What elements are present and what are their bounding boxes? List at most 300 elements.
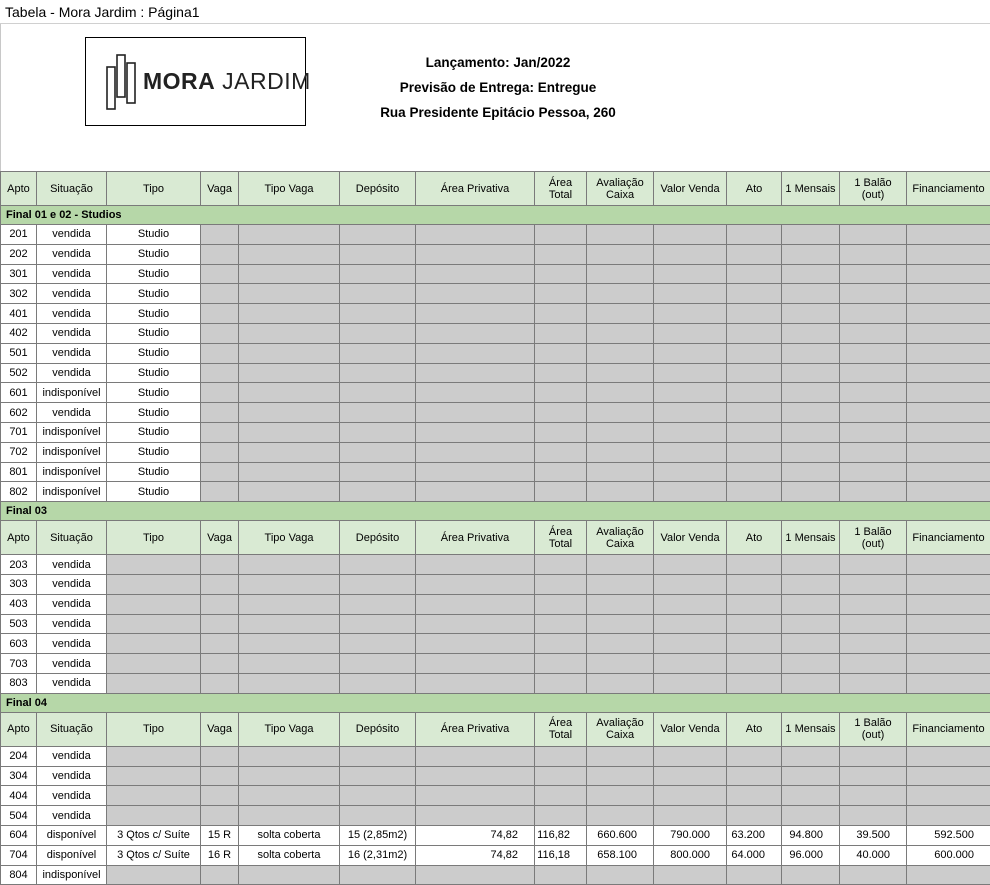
table-row[interactable] — [1, 244, 990, 264]
cell-area-privativa[interactable] — [416, 654, 535, 674]
cell-tipo-vaga[interactable] — [239, 264, 340, 284]
cell-vaga[interactable] — [201, 244, 239, 264]
cell-valor-venda[interactable] — [654, 574, 727, 594]
cell-area-privativa[interactable] — [416, 555, 535, 575]
cell-vaga[interactable] — [201, 673, 239, 693]
cell-valor-venda[interactable]: 790.000 — [654, 825, 727, 845]
cell-situacao[interactable]: vendida — [37, 574, 107, 594]
cell-area-privativa[interactable] — [416, 284, 535, 304]
cell-financiamento[interactable] — [907, 746, 990, 766]
cell-situacao[interactable]: vendida — [37, 555, 107, 575]
cell-apto[interactable]: 802 — [1, 482, 37, 502]
cell-area-total[interactable] — [535, 746, 587, 766]
cell-valor-venda[interactable] — [654, 482, 727, 502]
cell-valor-venda[interactable] — [654, 304, 727, 324]
cell-area-privativa[interactable] — [416, 766, 535, 786]
cell-area-privativa[interactable] — [416, 442, 535, 462]
cell-apto[interactable]: 404 — [1, 786, 37, 806]
cell-avaliacao-caixa[interactable] — [587, 284, 654, 304]
cell-financiamento[interactable] — [907, 786, 990, 806]
cell-area-total[interactable] — [535, 614, 587, 634]
cell-financiamento[interactable] — [907, 442, 990, 462]
cell-mensais[interactable] — [782, 225, 840, 245]
cell-vaga[interactable] — [201, 383, 239, 403]
cell-vaga[interactable] — [201, 422, 239, 442]
cell-ato[interactable] — [727, 422, 782, 442]
cell-mensais[interactable] — [782, 343, 840, 363]
table-row[interactable] — [1, 462, 990, 482]
cell-area-privativa[interactable] — [416, 673, 535, 693]
cell-valor-venda[interactable] — [654, 403, 727, 423]
cell-valor-venda[interactable]: 800.000 — [654, 845, 727, 865]
cell-apto[interactable]: 201 — [1, 225, 37, 245]
cell-tipo[interactable]: Studio — [107, 225, 201, 245]
cell-deposito[interactable] — [340, 363, 416, 383]
table-row[interactable] — [1, 766, 990, 786]
cell-area-total[interactable]: 116,82 — [535, 825, 587, 845]
cell-area-total[interactable] — [535, 482, 587, 502]
cell-tipo-vaga[interactable] — [239, 673, 340, 693]
cell-apto[interactable]: 202 — [1, 244, 37, 264]
cell-valor-venda[interactable] — [654, 766, 727, 786]
table-row[interactable] — [1, 673, 990, 693]
cell-ato[interactable]: 63.200 — [727, 825, 782, 845]
cell-financiamento[interactable] — [907, 225, 990, 245]
cell-tipo-vaga[interactable] — [239, 323, 340, 343]
cell-balao[interactable] — [840, 323, 907, 343]
cell-avaliacao-caixa[interactable]: 658.100 — [587, 845, 654, 865]
cell-tipo-vaga[interactable] — [239, 244, 340, 264]
cell-area-total[interactable] — [535, 422, 587, 442]
cell-avaliacao-caixa[interactable] — [587, 806, 654, 826]
cell-balao[interactable] — [840, 442, 907, 462]
table-row[interactable] — [1, 323, 990, 343]
cell-mensais[interactable] — [782, 244, 840, 264]
cell-vaga[interactable] — [201, 343, 239, 363]
cell-area-privativa[interactable] — [416, 786, 535, 806]
cell-ato[interactable] — [727, 442, 782, 462]
cell-tipo[interactable] — [107, 614, 201, 634]
cell-avaliacao-caixa[interactable] — [587, 343, 654, 363]
table-row[interactable] — [1, 284, 990, 304]
cell-tipo-vaga[interactable] — [239, 766, 340, 786]
cell-deposito[interactable] — [340, 555, 416, 575]
cell-financiamento[interactable] — [907, 766, 990, 786]
cell-mensais[interactable] — [782, 673, 840, 693]
cell-situacao[interactable]: indisponível — [37, 442, 107, 462]
cell-ato[interactable] — [727, 323, 782, 343]
table-row[interactable] — [1, 594, 990, 614]
cell-apto[interactable]: 603 — [1, 634, 37, 654]
cell-area-total[interactable] — [535, 594, 587, 614]
cell-situacao[interactable]: vendida — [37, 403, 107, 423]
cell-area-total[interactable] — [535, 634, 587, 654]
cell-situacao[interactable]: vendida — [37, 363, 107, 383]
cell-avaliacao-caixa[interactable] — [587, 462, 654, 482]
cell-tipo-vaga[interactable] — [239, 806, 340, 826]
cell-avaliacao-caixa[interactable] — [587, 766, 654, 786]
cell-situacao[interactable]: vendida — [37, 746, 107, 766]
cell-area-privativa[interactable]: 74,82 — [416, 845, 535, 865]
cell-balao[interactable] — [840, 766, 907, 786]
cell-vaga[interactable] — [201, 323, 239, 343]
cell-tipo-vaga[interactable] — [239, 225, 340, 245]
cell-valor-venda[interactable] — [654, 363, 727, 383]
cell-balao[interactable] — [840, 363, 907, 383]
cell-ato[interactable] — [727, 304, 782, 324]
cell-apto[interactable]: 403 — [1, 594, 37, 614]
cell-tipo[interactable]: Studio — [107, 422, 201, 442]
cell-deposito[interactable] — [340, 594, 416, 614]
cell-vaga[interactable] — [201, 462, 239, 482]
cell-financiamento[interactable] — [907, 614, 990, 634]
cell-vaga[interactable] — [201, 284, 239, 304]
cell-valor-venda[interactable] — [654, 244, 727, 264]
cell-apto[interactable]: 503 — [1, 614, 37, 634]
table-row[interactable] — [1, 403, 990, 423]
cell-mensais[interactable] — [782, 403, 840, 423]
cell-vaga[interactable] — [201, 482, 239, 502]
table-row[interactable] — [1, 383, 990, 403]
cell-apto[interactable]: 801 — [1, 462, 37, 482]
cell-avaliacao-caixa[interactable] — [587, 786, 654, 806]
cell-situacao[interactable]: vendida — [37, 304, 107, 324]
cell-balao[interactable] — [840, 634, 907, 654]
cell-area-total[interactable] — [535, 304, 587, 324]
cell-balao[interactable] — [840, 673, 907, 693]
cell-vaga[interactable] — [201, 555, 239, 575]
cell-vaga[interactable] — [201, 806, 239, 826]
cell-ato[interactable] — [727, 482, 782, 502]
cell-area-total[interactable] — [535, 225, 587, 245]
cell-situacao[interactable]: vendida — [37, 244, 107, 264]
cell-tipo-vaga[interactable] — [239, 574, 340, 594]
cell-ato[interactable] — [727, 806, 782, 826]
cell-avaliacao-caixa[interactable] — [587, 482, 654, 502]
cell-avaliacao-caixa[interactable] — [587, 363, 654, 383]
cell-deposito[interactable]: 15 (2,85m2) — [340, 825, 416, 845]
cell-avaliacao-caixa[interactable] — [587, 244, 654, 264]
cell-valor-venda[interactable] — [654, 383, 727, 403]
cell-valor-venda[interactable] — [654, 654, 727, 674]
cell-tipo[interactable] — [107, 594, 201, 614]
cell-financiamento[interactable] — [907, 806, 990, 826]
cell-area-privativa[interactable] — [416, 462, 535, 482]
cell-mensais[interactable] — [782, 284, 840, 304]
cell-avaliacao-caixa[interactable] — [587, 442, 654, 462]
cell-avaliacao-caixa[interactable] — [587, 383, 654, 403]
cell-mensais[interactable] — [782, 786, 840, 806]
cell-vaga[interactable] — [201, 614, 239, 634]
cell-area-total[interactable] — [535, 574, 587, 594]
cell-tipo[interactable]: Studio — [107, 343, 201, 363]
cell-ato[interactable] — [727, 654, 782, 674]
cell-situacao[interactable]: indisponível — [37, 422, 107, 442]
cell-financiamento[interactable] — [907, 422, 990, 442]
cell-vaga[interactable]: 15 R — [201, 825, 239, 845]
cell-area-privativa[interactable] — [416, 594, 535, 614]
cell-financiamento[interactable] — [907, 673, 990, 693]
cell-area-total[interactable] — [535, 363, 587, 383]
cell-situacao[interactable]: indisponível — [37, 462, 107, 482]
cell-area-total[interactable] — [535, 383, 587, 403]
cell-financiamento[interactable] — [907, 343, 990, 363]
cell-area-privativa[interactable] — [416, 634, 535, 654]
cell-financiamento[interactable] — [907, 244, 990, 264]
cell-situacao[interactable]: vendida — [37, 264, 107, 284]
cell-valor-venda[interactable] — [654, 555, 727, 575]
cell-mensais[interactable] — [782, 574, 840, 594]
cell-area-total[interactable] — [535, 343, 587, 363]
table-row[interactable] — [1, 614, 990, 634]
cell-vaga[interactable] — [201, 786, 239, 806]
cell-situacao[interactable]: vendida — [37, 673, 107, 693]
cell-situacao[interactable]: vendida — [37, 806, 107, 826]
cell-deposito[interactable] — [340, 323, 416, 343]
cell-vaga[interactable] — [201, 766, 239, 786]
cell-situacao[interactable]: indisponível — [37, 383, 107, 403]
cell-situacao[interactable]: vendida — [37, 323, 107, 343]
cell-ato[interactable] — [727, 363, 782, 383]
cell-mensais[interactable] — [782, 766, 840, 786]
cell-avaliacao-caixa[interactable]: 660.600 — [587, 825, 654, 845]
cell-mensais[interactable] — [782, 482, 840, 502]
table-row[interactable] — [1, 343, 990, 363]
cell-deposito[interactable] — [340, 422, 416, 442]
cell-apto[interactable]: 302 — [1, 284, 37, 304]
cell-tipo-vaga[interactable] — [239, 383, 340, 403]
cell-tipo-vaga[interactable] — [239, 422, 340, 442]
cell-apto[interactable]: 401 — [1, 304, 37, 324]
table-row[interactable] — [1, 786, 990, 806]
cell-deposito[interactable]: 16 (2,31m2) — [340, 845, 416, 865]
cell-ato[interactable]: 64.000 — [727, 845, 782, 865]
cell-financiamento[interactable] — [907, 654, 990, 674]
cell-area-privativa[interactable] — [416, 806, 535, 826]
cell-balao[interactable] — [840, 343, 907, 363]
cell-tipo[interactable]: Studio — [107, 244, 201, 264]
cell-area-privativa[interactable] — [416, 574, 535, 594]
cell-valor-venda[interactable] — [654, 343, 727, 363]
cell-valor-venda[interactable] — [654, 746, 727, 766]
cell-area-total[interactable] — [535, 403, 587, 423]
cell-tipo-vaga[interactable] — [239, 746, 340, 766]
cell-balao[interactable] — [840, 264, 907, 284]
cell-ato[interactable] — [727, 574, 782, 594]
cell-tipo[interactable] — [107, 634, 201, 654]
cell-financiamento[interactable] — [907, 304, 990, 324]
cell-vaga[interactable] — [201, 594, 239, 614]
cell-situacao[interactable]: vendida — [37, 594, 107, 614]
cell-deposito[interactable] — [340, 746, 416, 766]
cell-situacao[interactable]: vendida — [37, 614, 107, 634]
cell-tipo[interactable]: Studio — [107, 284, 201, 304]
cell-ato[interactable] — [727, 264, 782, 284]
cell-financiamento[interactable] — [907, 574, 990, 594]
cell-apto[interactable]: 804 — [1, 865, 37, 885]
cell-valor-venda[interactable] — [654, 264, 727, 284]
cell-mensais[interactable] — [782, 462, 840, 482]
cell-area-privativa[interactable] — [416, 304, 535, 324]
cell-apto[interactable]: 304 — [1, 766, 37, 786]
cell-tipo-vaga[interactable] — [239, 304, 340, 324]
cell-vaga[interactable] — [201, 574, 239, 594]
cell-apto[interactable]: 402 — [1, 323, 37, 343]
table-row[interactable] — [1, 634, 990, 654]
cell-financiamento[interactable] — [907, 482, 990, 502]
cell-mensais[interactable] — [782, 383, 840, 403]
cell-ato[interactable] — [727, 383, 782, 403]
cell-deposito[interactable] — [340, 225, 416, 245]
cell-apto[interactable]: 601 — [1, 383, 37, 403]
cell-ato[interactable] — [727, 634, 782, 654]
cell-deposito[interactable] — [340, 244, 416, 264]
table-row[interactable] — [1, 654, 990, 674]
cell-mensais[interactable] — [782, 442, 840, 462]
table-row[interactable] — [1, 304, 990, 324]
cell-financiamento[interactable] — [907, 555, 990, 575]
cell-ato[interactable] — [727, 746, 782, 766]
cell-vaga[interactable] — [201, 304, 239, 324]
cell-financiamento[interactable] — [907, 462, 990, 482]
cell-valor-venda[interactable] — [654, 284, 727, 304]
cell-vaga[interactable] — [201, 264, 239, 284]
cell-balao[interactable] — [840, 284, 907, 304]
cell-ato[interactable] — [727, 343, 782, 363]
cell-situacao[interactable]: vendida — [37, 284, 107, 304]
cell-deposito[interactable] — [340, 383, 416, 403]
cell-mensais[interactable] — [782, 654, 840, 674]
table-row[interactable] — [1, 482, 990, 502]
cell-tipo[interactable]: Studio — [107, 442, 201, 462]
cell-tipo[interactable] — [107, 555, 201, 575]
cell-mensais[interactable] — [782, 304, 840, 324]
cell-deposito[interactable] — [340, 442, 416, 462]
cell-tipo[interactable] — [107, 806, 201, 826]
table-row[interactable] — [1, 422, 990, 442]
cell-tipo-vaga[interactable] — [239, 594, 340, 614]
cell-vaga[interactable] — [201, 363, 239, 383]
cell-area-privativa[interactable] — [416, 244, 535, 264]
cell-situacao[interactable]: vendida — [37, 634, 107, 654]
cell-balao[interactable]: 40.000 — [840, 845, 907, 865]
cell-apto[interactable]: 704 — [1, 845, 37, 865]
cell-tipo-vaga[interactable] — [239, 403, 340, 423]
cell-tipo[interactable]: Studio — [107, 363, 201, 383]
cell-mensais[interactable] — [782, 634, 840, 654]
cell-mensais[interactable] — [782, 555, 840, 575]
cell-balao[interactable] — [840, 422, 907, 442]
cell-avaliacao-caixa[interactable] — [587, 574, 654, 594]
cell-deposito[interactable] — [340, 673, 416, 693]
cell-tipo-vaga[interactable] — [239, 284, 340, 304]
cell-balao[interactable] — [840, 574, 907, 594]
cell-ato[interactable] — [727, 462, 782, 482]
cell-area-privativa[interactable] — [416, 422, 535, 442]
cell-deposito[interactable] — [340, 634, 416, 654]
cell-avaliacao-caixa[interactable] — [587, 555, 654, 575]
cell-valor-venda[interactable] — [654, 614, 727, 634]
cell-valor-venda[interactable] — [654, 594, 727, 614]
cell-deposito[interactable] — [340, 482, 416, 502]
cell-deposito[interactable] — [340, 574, 416, 594]
cell-ato[interactable] — [727, 244, 782, 264]
cell-balao[interactable] — [840, 614, 907, 634]
table-row[interactable] — [1, 746, 990, 766]
cell-financiamento[interactable] — [907, 363, 990, 383]
cell-apto[interactable]: 504 — [1, 806, 37, 826]
cell-tipo-vaga[interactable] — [239, 555, 340, 575]
cell-area-total[interactable] — [535, 462, 587, 482]
cell-mensais[interactable] — [782, 264, 840, 284]
cell-vaga[interactable] — [201, 634, 239, 654]
cell-area-total[interactable] — [535, 673, 587, 693]
cell-avaliacao-caixa[interactable] — [587, 225, 654, 245]
cell-valor-venda[interactable] — [654, 806, 727, 826]
cell-vaga[interactable] — [201, 225, 239, 245]
cell-tipo[interactable] — [107, 574, 201, 594]
cell-balao[interactable] — [840, 383, 907, 403]
cell-area-total[interactable] — [535, 654, 587, 674]
cell-deposito[interactable] — [340, 284, 416, 304]
cell-area-total[interactable] — [535, 323, 587, 343]
cell-valor-venda[interactable] — [654, 323, 727, 343]
cell-valor-venda[interactable] — [654, 462, 727, 482]
cell-balao[interactable] — [840, 482, 907, 502]
cell-valor-venda[interactable] — [654, 225, 727, 245]
cell-avaliacao-caixa[interactable] — [587, 614, 654, 634]
cell-area-total[interactable] — [535, 442, 587, 462]
table-row[interactable] — [1, 442, 990, 462]
cell-tipo-vaga[interactable] — [239, 614, 340, 634]
cell-ato[interactable] — [727, 766, 782, 786]
cell-area-privativa[interactable] — [416, 383, 535, 403]
cell-mensais[interactable] — [782, 746, 840, 766]
cell-balao[interactable] — [840, 746, 907, 766]
cell-apto[interactable]: 303 — [1, 574, 37, 594]
cell-financiamento[interactable]: 592.500 — [907, 825, 990, 845]
cell-ato[interactable] — [727, 555, 782, 575]
cell-area-total[interactable] — [535, 786, 587, 806]
cell-situacao[interactable]: indisponível — [37, 482, 107, 502]
cell-financiamento[interactable] — [907, 284, 990, 304]
cell-area-privativa[interactable] — [416, 343, 535, 363]
cell-apto[interactable]: 803 — [1, 673, 37, 693]
table-row[interactable] — [1, 574, 990, 594]
cell-financiamento[interactable] — [907, 634, 990, 654]
cell-tipo[interactable]: Studio — [107, 323, 201, 343]
cell-apto[interactable]: 702 — [1, 442, 37, 462]
cell-balao[interactable]: 39.500 — [840, 825, 907, 845]
cell-tipo-vaga[interactable] — [239, 634, 340, 654]
cell-situacao[interactable]: indisponível — [37, 865, 107, 885]
cell-avaliacao-caixa[interactable] — [587, 422, 654, 442]
cell-valor-venda[interactable] — [654, 673, 727, 693]
cell-ato[interactable] — [727, 594, 782, 614]
cell-avaliacao-caixa[interactable] — [587, 594, 654, 614]
cell-area-total[interactable] — [535, 264, 587, 284]
cell-tipo[interactable] — [107, 654, 201, 674]
cell-tipo-vaga[interactable] — [239, 786, 340, 806]
cell-balao[interactable] — [840, 403, 907, 423]
cell-avaliacao-caixa[interactable] — [587, 654, 654, 674]
cell-mensais[interactable] — [782, 422, 840, 442]
cell-area-privativa[interactable] — [416, 482, 535, 502]
cell-situacao[interactable]: disponível — [37, 845, 107, 865]
cell-financiamento[interactable] — [907, 264, 990, 284]
cell-avaliacao-caixa[interactable] — [587, 403, 654, 423]
cell-tipo[interactable]: Studio — [107, 304, 201, 324]
